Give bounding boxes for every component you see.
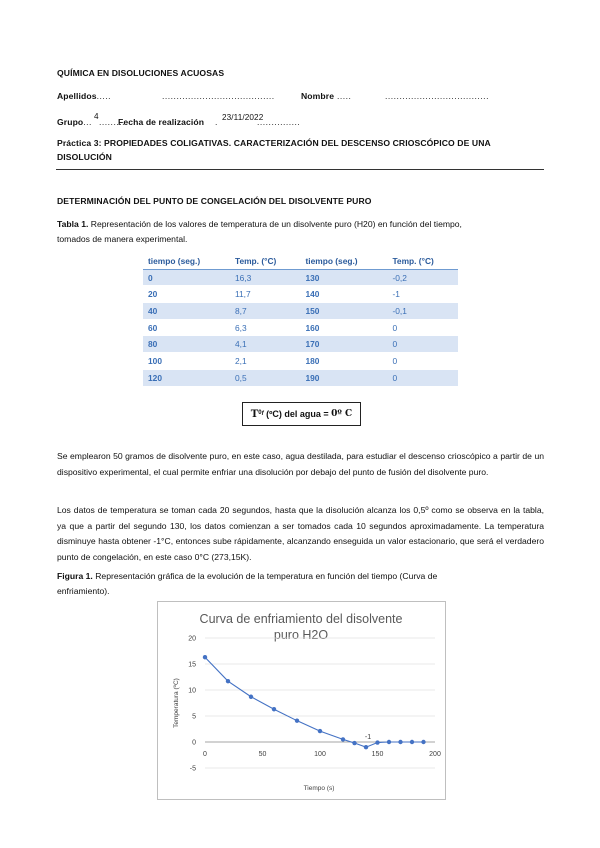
cell-tiempo: 20 <box>143 286 230 303</box>
cell-temp: 8,7 <box>230 303 301 320</box>
formula-symbol: T <box>250 408 259 420</box>
data-point <box>272 707 276 711</box>
data-point <box>410 740 414 744</box>
cell-tiempo: 140 <box>300 286 387 303</box>
cell-tiempo: 0 <box>143 269 230 286</box>
table1-caption-label: Tabla 1. <box>57 219 89 229</box>
formula-value: 0º C <box>331 409 353 419</box>
figure1-caption-label: Figura 1. <box>57 571 93 581</box>
table1-caption <box>57 217 547 247</box>
chart-title-line2: puro H2O <box>273 628 329 642</box>
figure1-caption <box>57 569 547 599</box>
series-line <box>205 657 424 747</box>
nombre-blank[interactable]: .................................... <box>385 91 489 101</box>
header-tiempo-1: tiempo (seg.) <box>143 253 230 270</box>
cell-tiempo: 100 <box>143 353 230 370</box>
apellidos-blank[interactable]: ..... <box>96 91 112 101</box>
data-point <box>341 737 345 741</box>
temperature-table <box>143 252 458 386</box>
grupo-label: Grupo <box>57 117 84 127</box>
table-row <box>143 303 458 320</box>
cell-temp: 0,5 <box>230 369 301 385</box>
table-body <box>143 269 458 385</box>
header-temp-1: Temp. (°C) <box>230 253 301 270</box>
data-point <box>421 740 425 744</box>
x-tick-label: 0 <box>203 751 207 758</box>
y-tick-label: -5 <box>189 765 196 773</box>
formula-sup: 0 <box>258 410 262 416</box>
data-point <box>387 740 391 744</box>
section-title: DETERMINACIÓN DEL PUNTO DE CONGELACIÓN DEL DISOLVENTE PURO <box>57 196 372 206</box>
cell-tiempo: 160 <box>300 319 387 336</box>
practice-title <box>57 136 547 164</box>
chart-xlabel: Tiempo (s) <box>303 785 335 792</box>
x-tick-label: 150 <box>371 751 384 758</box>
practice-title-line1: Práctica 3: PROPIEDADES COLIGATIVAS. CARACTERIZACIÓN DEL DESCENSO CRIOSCÓPICO DE UNA <box>57 138 491 148</box>
x-tick-label: 200 <box>429 751 441 758</box>
cell-tiempo: 170 <box>300 336 387 353</box>
y-tick-label: 20 <box>188 635 196 643</box>
cell-temp: 11,7 <box>230 286 301 303</box>
table-row <box>143 369 458 385</box>
table-row <box>143 319 458 336</box>
freezing-point-formula <box>242 402 361 426</box>
cell-temp: 2,1 <box>230 353 301 370</box>
y-tick-label: 5 <box>192 713 196 721</box>
apellidos-blank-2[interactable]: ....................................... <box>162 91 275 101</box>
table-row <box>143 286 458 303</box>
header-tiempo-2: tiempo (seg.) <box>300 253 387 270</box>
header-divider <box>56 169 544 170</box>
x-tick-label: 100 <box>314 751 326 758</box>
data-point <box>352 741 356 745</box>
cell-tiempo: 40 <box>143 303 230 320</box>
data-point <box>398 740 402 744</box>
data-point <box>364 745 368 749</box>
chart-ylabel: Temperatura (ºC) <box>173 678 180 728</box>
fecha-value[interactable]: 23/11/2022 <box>222 113 264 122</box>
course-title: QUÍMICA EN DISOLUCIONES ACUOSAS <box>57 68 225 78</box>
table1-caption-line2: tomados de manera experimental. <box>57 234 188 244</box>
nombre-label: Nombre <box>301 91 335 101</box>
cell-temp: 4,1 <box>230 336 301 353</box>
cell-temp: 0 <box>387 319 458 336</box>
figure1-caption-line1: Representación gráfica de la evolución de la temperatura en función del tiempo (Curva de <box>92 571 438 581</box>
cell-tiempo: 150 <box>300 303 387 320</box>
data-point <box>226 679 230 683</box>
cell-temp: -1 <box>387 286 458 303</box>
cell-tiempo: 130 <box>300 269 387 286</box>
apellidos-row <box>57 91 544 103</box>
cell-temp: 0 <box>387 353 458 370</box>
cell-tiempo: 60 <box>143 319 230 336</box>
table1-caption-line1: Representación de los valores de temperatura de un disolvente puro (H20) en función del tiempo, <box>88 219 462 229</box>
y-tick-label: 10 <box>188 687 196 695</box>
y-tick-label: 15 <box>188 661 196 669</box>
chart-title-line1: Curva de enfriamiento del disolvente <box>199 612 403 626</box>
nombre-dots[interactable]: ..... <box>337 91 352 101</box>
x-tick-label: 50 <box>258 751 267 758</box>
data-point <box>375 740 379 744</box>
cell-temp: 6,3 <box>230 319 301 336</box>
header-temp-2: Temp. (°C) <box>387 253 458 270</box>
table-header-row <box>143 253 458 270</box>
table-row <box>143 336 458 353</box>
cell-temp: 0 <box>387 369 458 385</box>
grupo-value[interactable]: 4 <box>94 112 99 121</box>
data-point <box>203 655 207 659</box>
formula-sub: f <box>261 411 264 417</box>
cell-temp: -0,2 <box>387 269 458 286</box>
cell-tiempo: 190 <box>300 369 387 385</box>
data-point <box>318 729 322 733</box>
apellidos-label: Apellidos <box>57 91 97 101</box>
data-point <box>295 718 299 722</box>
cell-tiempo: 180 <box>300 353 387 370</box>
y-tick-label: 0 <box>192 739 196 747</box>
figure1-caption-line2: enfriamiento). <box>57 586 110 596</box>
formula-text: (ºC) del agua = <box>263 409 332 419</box>
grupo-row: Grupo... 4 ......... Fecha de realización . 23/11/2022 ............... <box>57 112 301 127</box>
practice-title-line2: DISOLUCIÓN <box>57 152 112 162</box>
cooling-curve-chart-frame <box>157 601 446 800</box>
paragraph-1: Se emplearon 50 gramos de disolvente puro, en este caso, agua destilada, para estudiar el descenso crioscópico a partir de un dispositivo experimental, el cual permite enfriar una disolución por debajo del punto de fusión del disolvente puro. <box>57 451 544 477</box>
paragraph-2: Los datos de temperatura se toman cada 20 segundos, hasta que la disolución alcanza los 0,5º como se observa en la tabla, ya que a partir del segundo 130, los datos comienzan a ser tomados cada 10 segundos aproximadamente. La temperatura disminuye hasta obtener -1°C, entonces sube rápidamente, alcanzando enseguida un valor estacionario, que será el verdadero punto de congelación, en este caso 0°C (273,15K). <box>57 505 544 562</box>
cell-temp: -0,1 <box>387 303 458 320</box>
table-row <box>143 353 458 370</box>
data-point <box>249 695 253 699</box>
cooling-curve-chart <box>158 602 445 799</box>
cell-tiempo: 120 <box>143 369 230 385</box>
cell-temp: 16,3 <box>230 269 301 286</box>
table-row <box>143 269 458 286</box>
fecha-label: Fecha de realización <box>118 117 205 127</box>
cell-temp: 0 <box>387 336 458 353</box>
annotation-label: -1 <box>364 734 372 742</box>
cell-tiempo: 80 <box>143 336 230 353</box>
